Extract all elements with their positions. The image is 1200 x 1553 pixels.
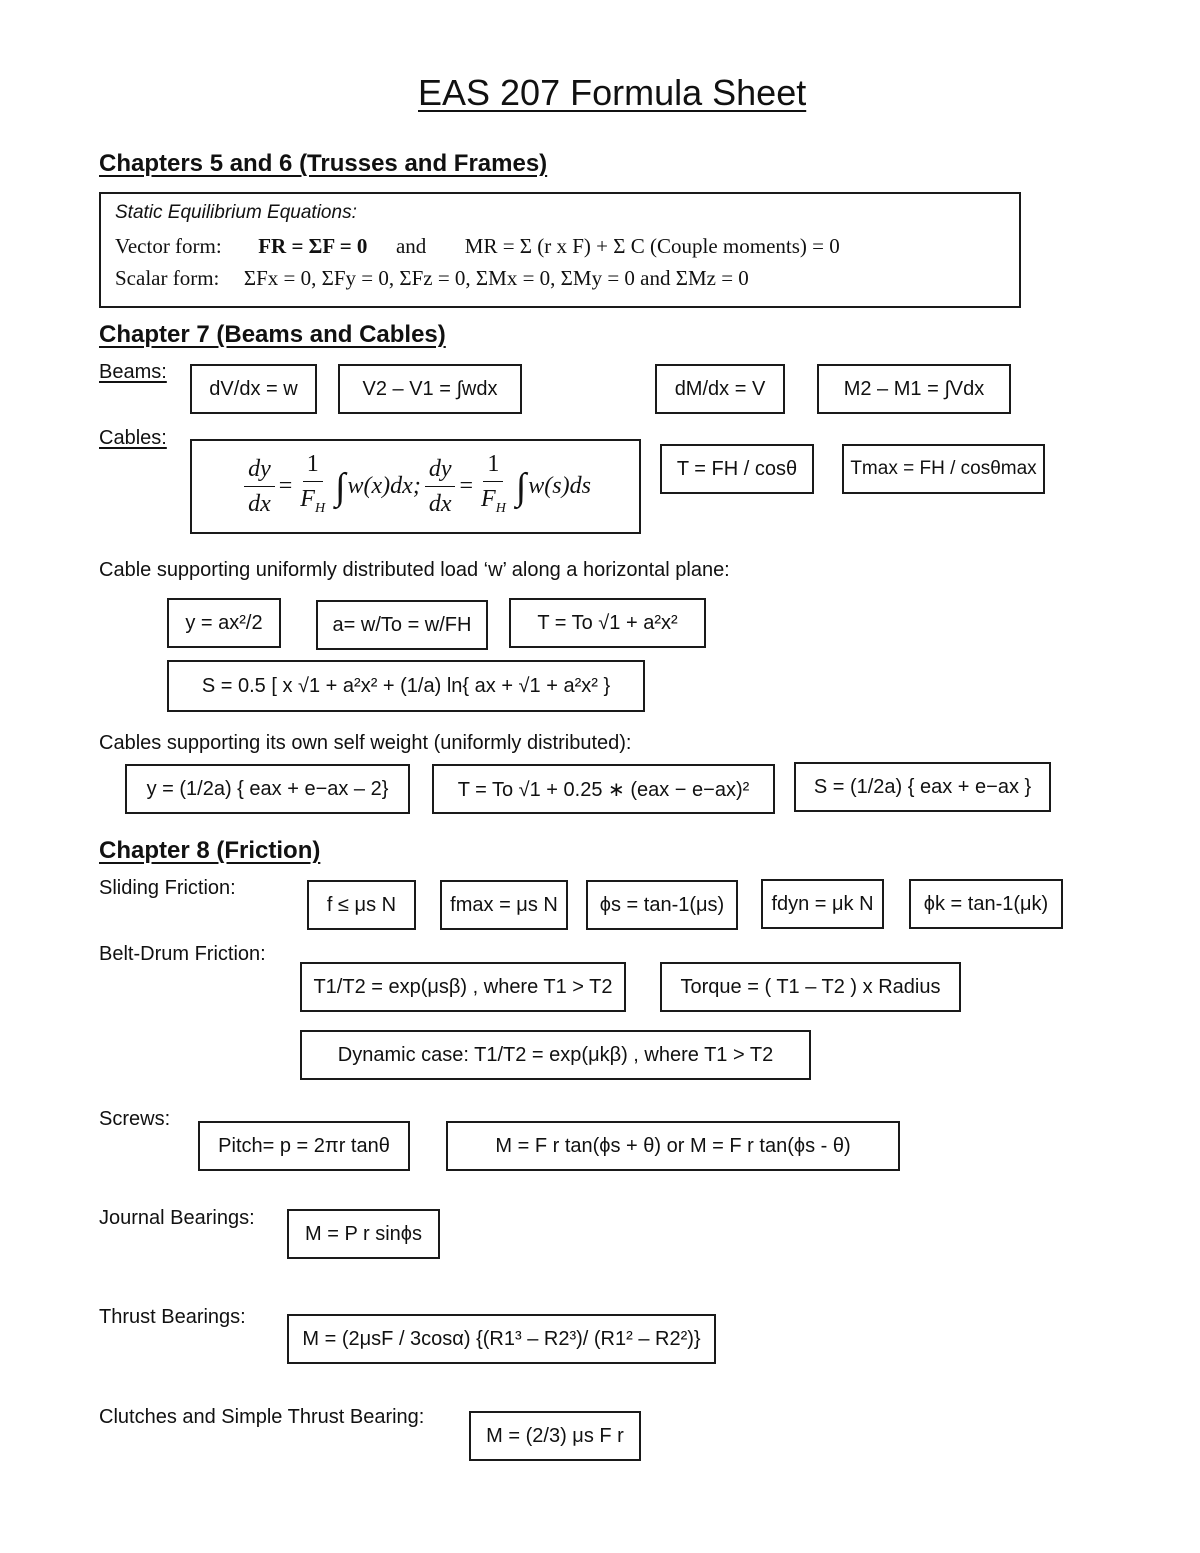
screw-formula-moment: M = F r tan(ϕs + θ) or M = F r tan(ϕs - θ) — [446, 1121, 900, 1171]
scalar-form-label: Scalar form: — [115, 266, 220, 290]
clutches-label: Clutches and Simple Thrust Bearing: — [99, 1406, 425, 1428]
equals-sign-2: = — [459, 473, 474, 499]
cable-max-tension-formula: Tmax = FH / cosθmax — [842, 444, 1045, 494]
frac-den-fh: F — [300, 486, 315, 513]
friction-formula-fmax: fmax = μs N — [440, 880, 568, 930]
journal-bearings-label: Journal Bearings: — [99, 1207, 255, 1229]
cables-label: Cables: — [99, 427, 167, 449]
clutch-formula: M = (2/3) μs F r — [469, 1411, 641, 1461]
scalar-form-line — [115, 262, 1005, 294]
cable-tension-formula: T = FH / cosθ — [660, 444, 814, 494]
friction-formula-f: f ≤ μs N — [307, 880, 416, 930]
uniform-load-heading: Cable supporting uniformly distributed load ‘w’ along a horizontal plane: — [99, 559, 730, 581]
vector-form-line — [115, 230, 1005, 262]
beam-formula-m-integral: M2 – M1 = ∫Vdx — [817, 364, 1011, 414]
frac-num-one: 1 — [303, 447, 323, 482]
self-weight-formula-s: S = (1/2a) { eax + e−ax } — [794, 762, 1051, 812]
beam-formula-dmdx: dM/dx = V — [655, 364, 785, 414]
vector-form-eq-b: MR = Σ (r x F) + Σ C (Couple moments) = 0 — [464, 234, 840, 258]
integrand-wx: w(x)dx; — [347, 473, 421, 499]
friction-formula-fdyn: fdyn = μk N — [761, 879, 884, 929]
cable-differential-equation: $\frac{dy}{dx}$ = $\frac{1}{F_H}$ ∫ w(x)dx; $\frac{dy}{dx}$ = $\frac{1}{F_H}$ ∫ w(s)ds — [190, 439, 641, 534]
vector-form-eq-a: FR = ΣF = 0 — [258, 234, 368, 258]
belt-formula-ratio: T1/T2 = exp(μsβ) , where T1 > T2 — [300, 962, 626, 1012]
uniform-formula-a: a= w/To = w/FH — [316, 600, 488, 650]
frac-num-one-2: 1 — [483, 447, 503, 482]
belt-formula-dynamic: Dynamic case: T1/T2 = exp(μkβ) , where T1 > T2 — [300, 1030, 811, 1080]
static-equilibrium-title: Static Equilibrium Equations: — [115, 202, 357, 223]
screws-label: Screws: — [99, 1108, 171, 1130]
page-title: EAS 207 Formula Sheet — [418, 72, 807, 113]
thrust-bearing-formula: M = (2μsF / 3cosα) {(R1³ – R2³)/ (R1² – R2²)} — [287, 1314, 716, 1364]
frac-num-dy-2: dy — [425, 452, 456, 487]
friction-formula-phi-s: ϕs = tan-1(μs) — [586, 880, 738, 930]
vector-form-label: Vector form: — [115, 234, 222, 258]
screw-formula-pitch: Pitch= p = 2πr tanθ — [198, 1121, 410, 1171]
thrust-bearings-label: Thrust Bearings: — [99, 1306, 246, 1328]
frac-den-fh-2: F — [481, 486, 496, 513]
vector-form-and: and — [395, 234, 427, 258]
sliding-friction-label: Sliding Friction: — [99, 877, 236, 899]
uniform-formula-t: T = To √1 + a²x² — [509, 598, 706, 648]
self-weight-formula-t: T = To √1 + 0.25 ∗ (eax − e−ax)² — [432, 764, 775, 814]
frac-den-dx-2: dx — [428, 491, 452, 517]
beam-formula-dvdx: dV/dx = w — [190, 364, 317, 414]
equals-sign: = — [278, 473, 293, 499]
frac-den-fh-sub: H — [314, 500, 326, 516]
friction-formula-phi-k: ϕk = tan-1(μk) — [909, 879, 1063, 929]
section-heading-ch56: Chapters 5 and 6 (Trusses and Frames) — [99, 150, 548, 177]
self-weight-heading: Cables supporting its own self weight (uniformly distributed): — [99, 732, 632, 754]
belt-drum-label: Belt-Drum Friction: — [99, 943, 266, 965]
scalar-form-eq: ΣFx = 0, ΣFy = 0, ΣFz = 0, ΣMx = 0, ΣMy = 0 and ΣMz = 0 — [243, 266, 749, 290]
section-heading-ch8: Chapter 8 (Friction) — [99, 837, 321, 864]
beam-formula-v-integral: V2 – V1 = ∫wdx — [338, 364, 522, 414]
frac-den-dx: dx — [248, 491, 271, 517]
uniform-formula-s: S = 0.5 [ x √1 + a²x² + (1/a) ln{ ax + √1 + a²x² } — [167, 660, 645, 712]
uniform-formula-y: y = ax²/2 — [167, 598, 281, 648]
beams-label: Beams: — [99, 361, 167, 383]
section-heading-ch7: Chapter 7 (Beams and Cables) — [99, 321, 446, 348]
self-weight-formula-y: y = (1/2a) { eax + e−ax – 2} — [125, 764, 410, 814]
frac-den-fh-sub-2: H — [495, 500, 506, 516]
integrand-ws: w(s)ds — [528, 473, 591, 499]
static-equilibrium-box — [99, 192, 1021, 308]
frac-num-dy: dy — [244, 452, 275, 487]
belt-formula-torque: Torque = ( T1 – T2 ) x Radius — [660, 962, 961, 1012]
journal-bearing-formula: M = P r sinϕs — [287, 1209, 440, 1259]
